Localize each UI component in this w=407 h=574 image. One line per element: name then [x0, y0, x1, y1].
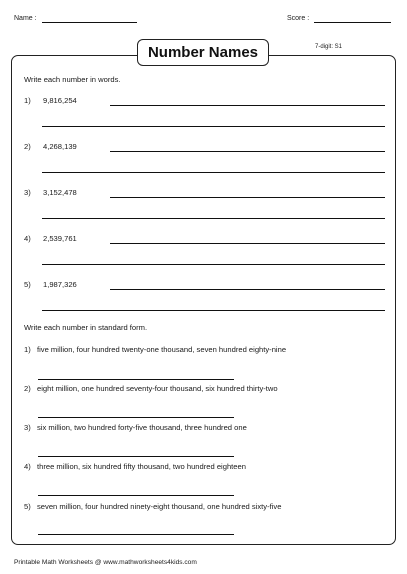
item-number: 1): [24, 96, 31, 105]
item-number: 5): [24, 280, 31, 289]
worksheet-title: Number Names: [137, 39, 269, 66]
answer-line[interactable]: [42, 172, 385, 173]
answer-line[interactable]: [42, 264, 385, 265]
part1-instruction: Write each number in words.: [24, 75, 121, 84]
item-value: 2,539,761: [43, 234, 77, 243]
score-line[interactable]: [314, 22, 391, 23]
name-line[interactable]: [42, 22, 137, 23]
answer-line[interactable]: [42, 310, 385, 311]
worksheet-code: 7-digit: S1: [315, 44, 343, 50]
item-number: 1): [24, 345, 31, 354]
answer-line[interactable]: [38, 379, 234, 380]
answer-line[interactable]: [42, 218, 385, 219]
answer-line[interactable]: [38, 534, 234, 535]
item-number: 4): [24, 234, 31, 243]
answer-line[interactable]: [38, 417, 234, 418]
score-label: Score :: [287, 15, 310, 22]
item-text: seven million, four hundred ninety-eight thousand, one hundred sixty-five: [37, 502, 282, 511]
answer-line[interactable]: [110, 243, 385, 244]
answer-line[interactable]: [110, 197, 385, 198]
item-value: 3,152,478: [43, 188, 77, 197]
answer-line[interactable]: [38, 495, 234, 496]
answer-line[interactable]: [42, 126, 385, 127]
item-text: six million, two hundred forty-five thousand, three hundred one: [37, 423, 247, 432]
item-text: eight million, one hundred seventy-four thousand, six hundred thirty-two: [37, 384, 278, 393]
item-value: 4,268,139: [43, 142, 77, 151]
worksheet-frame: [11, 55, 396, 545]
answer-line[interactable]: [110, 105, 385, 106]
item-number: 3): [24, 423, 31, 432]
part2-instruction: Write each number in standard form.: [24, 323, 148, 332]
item-number: 2): [24, 384, 31, 393]
answer-line[interactable]: [110, 289, 385, 290]
item-value: 1,987,326: [43, 280, 77, 289]
name-label: Name :: [14, 15, 37, 22]
item-text: three million, six hundred fifty thousand, two hundred eighteen: [37, 462, 246, 471]
item-number: 2): [24, 142, 31, 151]
item-number: 5): [24, 502, 31, 511]
item-value: 9,816,254: [43, 96, 77, 105]
footer-credit: Printable Math Worksheets @ www.mathworksheets4kids.com: [14, 559, 197, 566]
answer-line[interactable]: [38, 456, 234, 457]
answer-line[interactable]: [110, 151, 385, 152]
item-number: 4): [24, 462, 31, 471]
item-text: five million, four hundred twenty-one thousand, seven hundred eighty-nine: [37, 345, 287, 354]
item-number: 3): [24, 188, 31, 197]
